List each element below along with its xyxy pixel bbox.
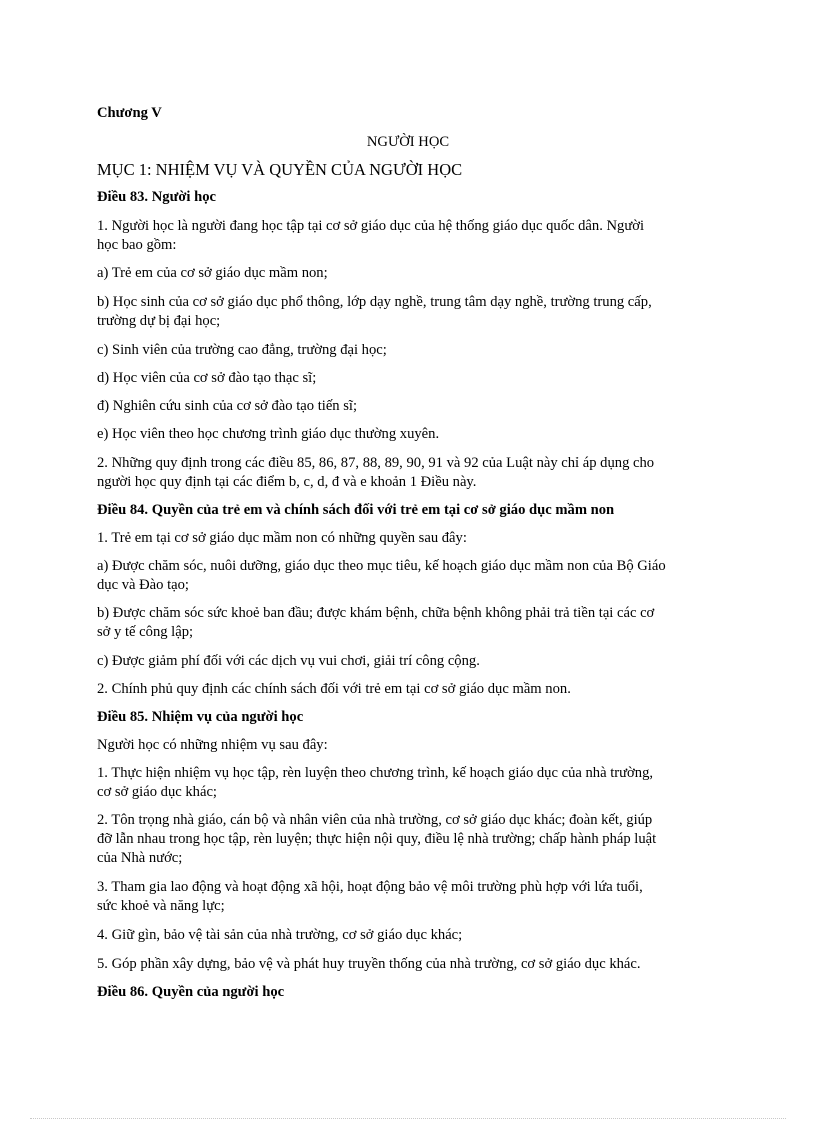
- document-para: [97, 680, 571, 699]
- document-para: [97, 926, 462, 945]
- document-article: [97, 708, 303, 727]
- text-line: 4. Giữ gìn, bảo vệ tài sản của nhà trường, cơ sở giáo dục khác;: [97, 927, 463, 943]
- document-para: [97, 293, 652, 331]
- text-line: b) Được chăm sóc sức khoẻ ban đầu; được khám bệnh, chữa bệnh không phải trả tiền tại các cơ: [97, 605, 655, 621]
- document-article: [97, 188, 216, 207]
- text-line: sức khoẻ và năng lực;: [97, 898, 225, 914]
- text-line: Người học có những nhiệm vụ sau đây:: [97, 737, 328, 753]
- text-line: 1. Trẻ em tại cơ sở giáo dục mầm non có những quyền sau đây:: [97, 530, 467, 546]
- text-line: c) Được giảm phí đối với các dịch vụ vui chơi, giải trí công cộng.: [97, 653, 480, 669]
- document-para: [97, 454, 654, 492]
- text-line: đỡ lẫn nhau trong học tập, rèn luyện; thực hiện nội quy, điều lệ nhà trường; chấp hành pháp luật: [97, 831, 657, 847]
- text-line: b) Học sinh của cơ sở giáo dục phổ thông, lớp dạy nghề, trung tâm dạy nghề, trường trung cấp,: [97, 294, 652, 310]
- text-line: Chương V: [97, 105, 162, 121]
- text-line: đ) Nghiên cứu sinh của cơ sở đào tạo tiến sĩ;: [97, 398, 358, 414]
- document-para: [97, 397, 357, 416]
- document-para: [97, 955, 641, 974]
- page-bottom-divider: [30, 1118, 786, 1119]
- document-para: [97, 557, 666, 595]
- text-line: Điều 84. Quyền của trẻ em và chính sách đối với trẻ em tại cơ sở giáo dục mầm non: [97, 502, 615, 518]
- document-para: [97, 369, 316, 388]
- document-para: [97, 764, 653, 802]
- text-line: 3. Tham gia lao động và hoạt động xã hội, hoạt động bảo vệ môi trường phù hợp với lứa tuổi,: [97, 879, 643, 895]
- text-line: trường dự bị đại học;: [97, 313, 221, 329]
- document-para: [97, 264, 328, 283]
- text-line: cơ sở giáo dục khác;: [97, 784, 217, 800]
- text-line: d) Học viên của cơ sở đào tạo thạc sĩ;: [97, 370, 317, 386]
- document-para: [97, 878, 643, 916]
- text-line: 2. Chính phủ quy định các chính sách đối với trẻ em tại cơ sở giáo dục mầm non.: [97, 681, 571, 697]
- text-line: Điều 83. Người học: [97, 189, 216, 205]
- document-article: [97, 983, 284, 1002]
- text-line: e) Học viên theo học chương trình giáo dục thường xuyên.: [97, 426, 440, 442]
- text-line: Điều 85. Nhiệm vụ của người học: [97, 709, 304, 725]
- document-para: [97, 811, 656, 868]
- text-line: NGƯỜI HỌC: [366, 134, 450, 150]
- document-section: [97, 160, 462, 179]
- text-line: dục và Đào tạo;: [97, 577, 189, 593]
- text-line: 1. Người học là người đang học tập tại cơ sở giáo dục của hệ thống giáo dục quốc dân. Người: [97, 218, 645, 234]
- document-article: [97, 501, 614, 520]
- text-line: c) Sinh viên của trường cao đẳng, trường đại học;: [97, 342, 387, 358]
- document-para: [97, 604, 654, 642]
- document-para: [97, 341, 387, 360]
- document-para: [97, 217, 644, 255]
- document-heading: [97, 104, 162, 123]
- document-title: [0, 133, 816, 152]
- text-line: 1. Thực hiện nhiệm vụ học tập, rèn luyện theo chương trình, kế hoạch giáo dục của nhà trường,: [97, 765, 654, 781]
- text-line: Điều 86. Quyền của người học: [97, 984, 285, 1000]
- text-line: a) Được chăm sóc, nuôi dưỡng, giáo dục theo mục tiêu, kế hoạch giáo dục mầm non của Bộ Giáo: [97, 558, 666, 574]
- text-line: MỤC 1: NHIỆM VỤ VÀ QUYỀN CỦA NGƯỜI HỌC: [97, 160, 463, 179]
- text-line: 2. Tôn trọng nhà giáo, cán bộ và nhân viên của nhà trường, cơ sở giáo dục khác; đoàn kết, giúp: [97, 812, 653, 828]
- document-para: [97, 425, 439, 444]
- text-line: 2. Những quy định trong các điều 85, 86, 87, 88, 89, 90, 91 và 92 của Luật này chỉ áp dụng cho: [97, 455, 655, 471]
- text-line: người học quy định tại các điểm b, c, d, đ và e khoản 1 Điều này.: [97, 474, 477, 490]
- text-line: của Nhà nước;: [97, 850, 183, 866]
- text-line: học bao gồm:: [97, 237, 177, 253]
- document-para: [97, 529, 467, 548]
- document-para: [97, 736, 328, 755]
- text-line: sở y tế công lập;: [97, 624, 194, 640]
- text-line: 5. Góp phần xây dựng, bảo vệ và phát huy truyền thống của nhà trường, cơ sở giáo dục khác.: [97, 956, 641, 972]
- text-line: a) Trẻ em của cơ sở giáo dục mầm non;: [97, 265, 328, 281]
- document-para: [97, 652, 480, 671]
